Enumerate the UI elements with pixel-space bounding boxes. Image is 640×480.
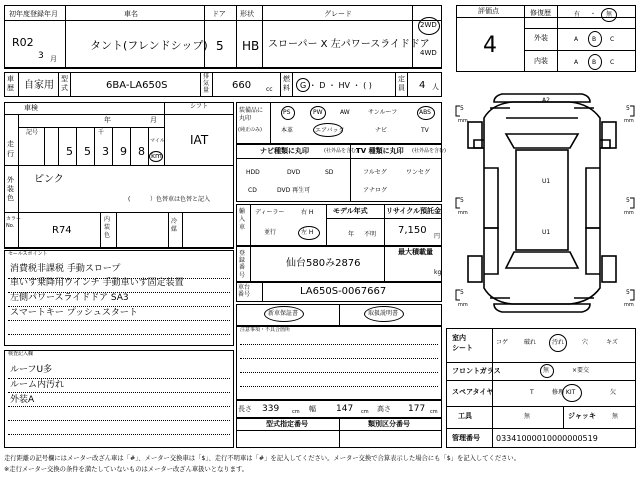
footer-line-1: 走行距離の記号欄にはメーター改ざん車は「#」、メーター交換車は「$」、走行不明車は「#」を記入してください。メーター交換で合算表示した場合にも「$」を記入してください。 [4, 455, 521, 462]
dim-mark-ml-unit: mm [458, 210, 468, 216]
footer-line-2: ※走行メーター交換の条件を満たしていないものはメーター改ざん車扱いとなります。 [4, 466, 249, 473]
jack-label: ジャッキ [568, 412, 596, 420]
repair-label: 修復歴 [530, 9, 551, 17]
equip-leather: 本革 [281, 127, 294, 134]
width-label: 幅 [309, 405, 316, 413]
dim-mark-bl-unit: mm [458, 302, 468, 308]
sales-point-4: スマートキー プッシュスタート [10, 308, 138, 318]
odo-digit-1: 5 [66, 145, 73, 158]
cabin-hole: 穴 [582, 339, 589, 346]
sales-point-3: 左側パワースライドドア SA3 [10, 293, 129, 303]
cabin-tear: 破れ [524, 339, 537, 346]
inspector-note-2: ルーム内汚れ [10, 380, 65, 390]
model-value: 6BA-LA650S [106, 80, 168, 91]
int-grade-b: B [592, 59, 597, 66]
equip-tv: TV [421, 127, 429, 134]
year-label: 年 [104, 116, 111, 124]
capacity-label: 定 員 [398, 75, 405, 93]
dim-mark-tr: 5 [626, 105, 630, 112]
mark-u1-rear: U1 [542, 229, 551, 236]
nav-cd: CD [248, 187, 257, 194]
fuel-label: 燃 料 [283, 75, 290, 93]
caution-box [236, 326, 442, 400]
new-warranty: 新車保証書 [268, 310, 299, 317]
cabin-burn: コゲ [496, 339, 509, 346]
score-value: 4 [483, 33, 497, 58]
dim-mark-ml: 5 [460, 197, 464, 204]
door-label: ドア [212, 10, 226, 18]
vehicle-label: 車 歴 [7, 75, 14, 93]
nav-header: ナビ種類に丸印 [260, 147, 309, 155]
first-reg-label: 初年度登録年月 [9, 10, 58, 18]
odo-thousand: 千 [98, 129, 105, 136]
tv-fullseg: フルセグ [363, 169, 387, 176]
dim-mark-mr: 5 [626, 197, 630, 204]
nav-sd: SD [325, 169, 334, 176]
sales-point-1: 消費税非課税 手動スロープ [10, 264, 121, 274]
refrigerant-label: 冷 媒 [171, 218, 178, 233]
drive-4wd: 4WD [420, 49, 437, 57]
name-label: 車名 [124, 10, 138, 18]
ext-grade-c: C [610, 36, 615, 43]
nav-hdd: HDD [246, 169, 260, 176]
height-value: 177 [408, 404, 426, 414]
color-no-label: カラー No. [6, 216, 22, 229]
equip-sunroof: サンルーフ [368, 109, 398, 116]
length-value: 339 [262, 404, 280, 414]
dim-mark-tr-unit: mm [624, 118, 634, 124]
dim-mark-br-unit: mm [624, 302, 634, 308]
odo-digit-4: 9 [120, 145, 127, 158]
max-load-label: 最大積載量 [398, 248, 433, 256]
exterior-color-value: ピンク [34, 174, 64, 185]
spare-missing: 欠 [610, 389, 617, 396]
drive-2wd: 2WD [420, 21, 437, 29]
disp-unit: cc [266, 86, 273, 93]
dim-mark-tl: 5 [460, 105, 464, 112]
max-load-unit: kg [434, 269, 442, 276]
shift-label: シフト [190, 103, 209, 110]
spare-label: スペアタイヤ [452, 388, 494, 396]
first-reg-month: 3 [38, 51, 44, 61]
model-year-label: モデル年式 [333, 207, 368, 215]
shape-label: 形状 [240, 10, 254, 18]
spare-t: T [530, 389, 534, 396]
cabin-scratch: キズ [606, 339, 618, 346]
vehicle-value: 自家用 [24, 80, 54, 91]
tv-note: (社外品を含む) [412, 148, 446, 154]
month-label: 月 [150, 116, 157, 124]
km-label: km [151, 152, 162, 160]
height-label: 高さ [377, 405, 391, 413]
model-label: 型 式 [61, 75, 68, 93]
type-designation: 型式指定番号 [266, 420, 308, 428]
mark-a2: A2 [542, 97, 550, 104]
dim-mark-mr-unit: mm [624, 210, 634, 216]
name-value: タント(フレンドシップ) [90, 39, 208, 52]
first-reg-month-unit: 月 [50, 55, 57, 63]
cabin-label: 室内 シート [452, 334, 473, 352]
odo-digit-5: 8 [138, 145, 145, 158]
model-year-unit: 年 [348, 231, 355, 238]
equipment-box [236, 102, 442, 144]
equipment-note: (純正のみ) [238, 127, 262, 133]
nav-note: (社外品を含む) [324, 148, 358, 154]
windshield-none: 無 [543, 367, 550, 374]
car-diagram-svg [450, 78, 640, 326]
ext-grade-a: A [574, 36, 579, 43]
width-value: 147 [336, 404, 354, 414]
sales-point-2: 車いす乗降用ウインチ 手動車いす固定装置 [10, 278, 184, 288]
recycle-value: 7,150 [398, 225, 427, 236]
inspector-label: 検査記入欄 [8, 351, 34, 357]
repair-no: 無 [606, 11, 613, 18]
equipment-label: 装備品に 丸印 [239, 107, 264, 122]
score-label: 評価点 [478, 7, 499, 15]
mgmt-value: 03341000010000000519 [496, 434, 598, 443]
shape-value: HB [242, 39, 260, 53]
parallel-label: 並行 [264, 229, 277, 236]
ext-grade-b: B [592, 36, 597, 43]
exterior-grade-label: 外装 [534, 34, 548, 42]
odo-digit-2: 5 [84, 145, 91, 158]
reg-no-value: 仙台580み2876 [286, 258, 361, 269]
unknown-label: 不明 [364, 231, 377, 238]
equip-navi: ナビ [375, 127, 388, 134]
recycle-label: リサイクル預託金 [386, 207, 442, 215]
car-diagram [450, 78, 640, 326]
exterior-color-label: 外 装 色 [7, 176, 14, 203]
fuel-value: G ・ D ・ HV ・ ( ) [300, 81, 372, 90]
dim-mark-bl: 5 [460, 289, 464, 296]
mile-label: マイル [150, 138, 165, 144]
mgmt-label: 管理番号 [452, 434, 480, 442]
dim-mark-br: 5 [626, 289, 630, 296]
inspector-note-1: ルーフU多 [10, 365, 53, 375]
paren-open: ( [128, 196, 131, 203]
fuel-circle [296, 78, 310, 92]
repair-yes: 有 [574, 11, 581, 18]
dim-mark-tl-unit: mm [458, 118, 468, 124]
equip-ps: PS [283, 109, 291, 116]
length-unit: cm [292, 409, 300, 415]
caution-label: 注意事項・不具合箇所 [240, 327, 291, 333]
left-hand-circle [298, 226, 320, 240]
color-change-note: ）色替車は色替と記入 [150, 196, 211, 203]
right-hand: 右 H [301, 209, 314, 216]
tv-analog: アナログ [363, 187, 388, 194]
shift-value: IAT [190, 133, 209, 147]
nav-dvd-play: DVD 再生可 [277, 187, 311, 194]
interior-color-label: 内 装 色 [104, 216, 111, 239]
manual: 取扱説明書 [368, 310, 399, 317]
interior-grade-label: 内装 [534, 57, 548, 65]
spare-kit: 修理 KIT [552, 389, 576, 396]
int-grade-a: A [574, 59, 579, 66]
left-hand: 左 H [301, 229, 314, 236]
windshield-replace: ×要交 [572, 367, 590, 374]
equip-aw: AW [340, 109, 350, 116]
height-unit: cm [430, 409, 438, 415]
equip-airbag: エアバック [315, 127, 345, 134]
tv-oneseg: ワンセグ [406, 169, 431, 176]
dealer-label: ディーラー [255, 209, 285, 216]
grade-label: グレード [324, 10, 352, 18]
equip-pw: PW [313, 109, 323, 116]
length-label: 長さ [238, 405, 252, 413]
sales-points-label: セールスポイント [8, 251, 48, 257]
capacity-unit: 人 [432, 83, 439, 91]
door-value: 5 [216, 39, 224, 53]
odo-header: 記号 [26, 129, 39, 136]
inspector-note-3: 外装A [10, 395, 35, 405]
tools-value: 無 [524, 413, 531, 420]
chassis-label: 車台 番号 [238, 284, 251, 299]
int-grade-c: C [610, 59, 615, 66]
tv-header: TV 種類に丸印 [356, 147, 404, 155]
jack-value: 無 [612, 413, 619, 420]
first-reg-value: R02 [12, 36, 34, 49]
windshield-label: フロントガラス [452, 367, 501, 375]
disp-value: 660 [232, 80, 252, 91]
capacity-value: 4 [419, 80, 426, 91]
tools-label: 工具 [458, 412, 472, 420]
inspection-label: 車検 [24, 104, 38, 112]
nav-dvd: DVD [287, 169, 301, 176]
reg-no-label: 登 録 番 号 [239, 250, 246, 279]
cabin-dirt: 汚れ [552, 339, 565, 346]
equip-abs: ABS [419, 109, 431, 116]
width-unit: cm [361, 409, 369, 415]
repair-dot: ・ [590, 11, 597, 18]
mark-u1-front: U1 [542, 178, 551, 185]
grade-value: スローパー X 左パワースライドドア [268, 39, 430, 50]
recycle-unit: 円 [434, 233, 441, 240]
category-number: 類別区分番号 [368, 420, 410, 428]
import-label: 輸 入 車 [239, 208, 246, 231]
chassis-value: LA650S-0067667 [300, 286, 387, 297]
disp-label: 排 気 量 [203, 73, 210, 95]
odo-digit-3: 3 [102, 145, 109, 158]
odo-label: 走 行 [7, 140, 14, 158]
color-no-value: R74 [52, 225, 72, 236]
